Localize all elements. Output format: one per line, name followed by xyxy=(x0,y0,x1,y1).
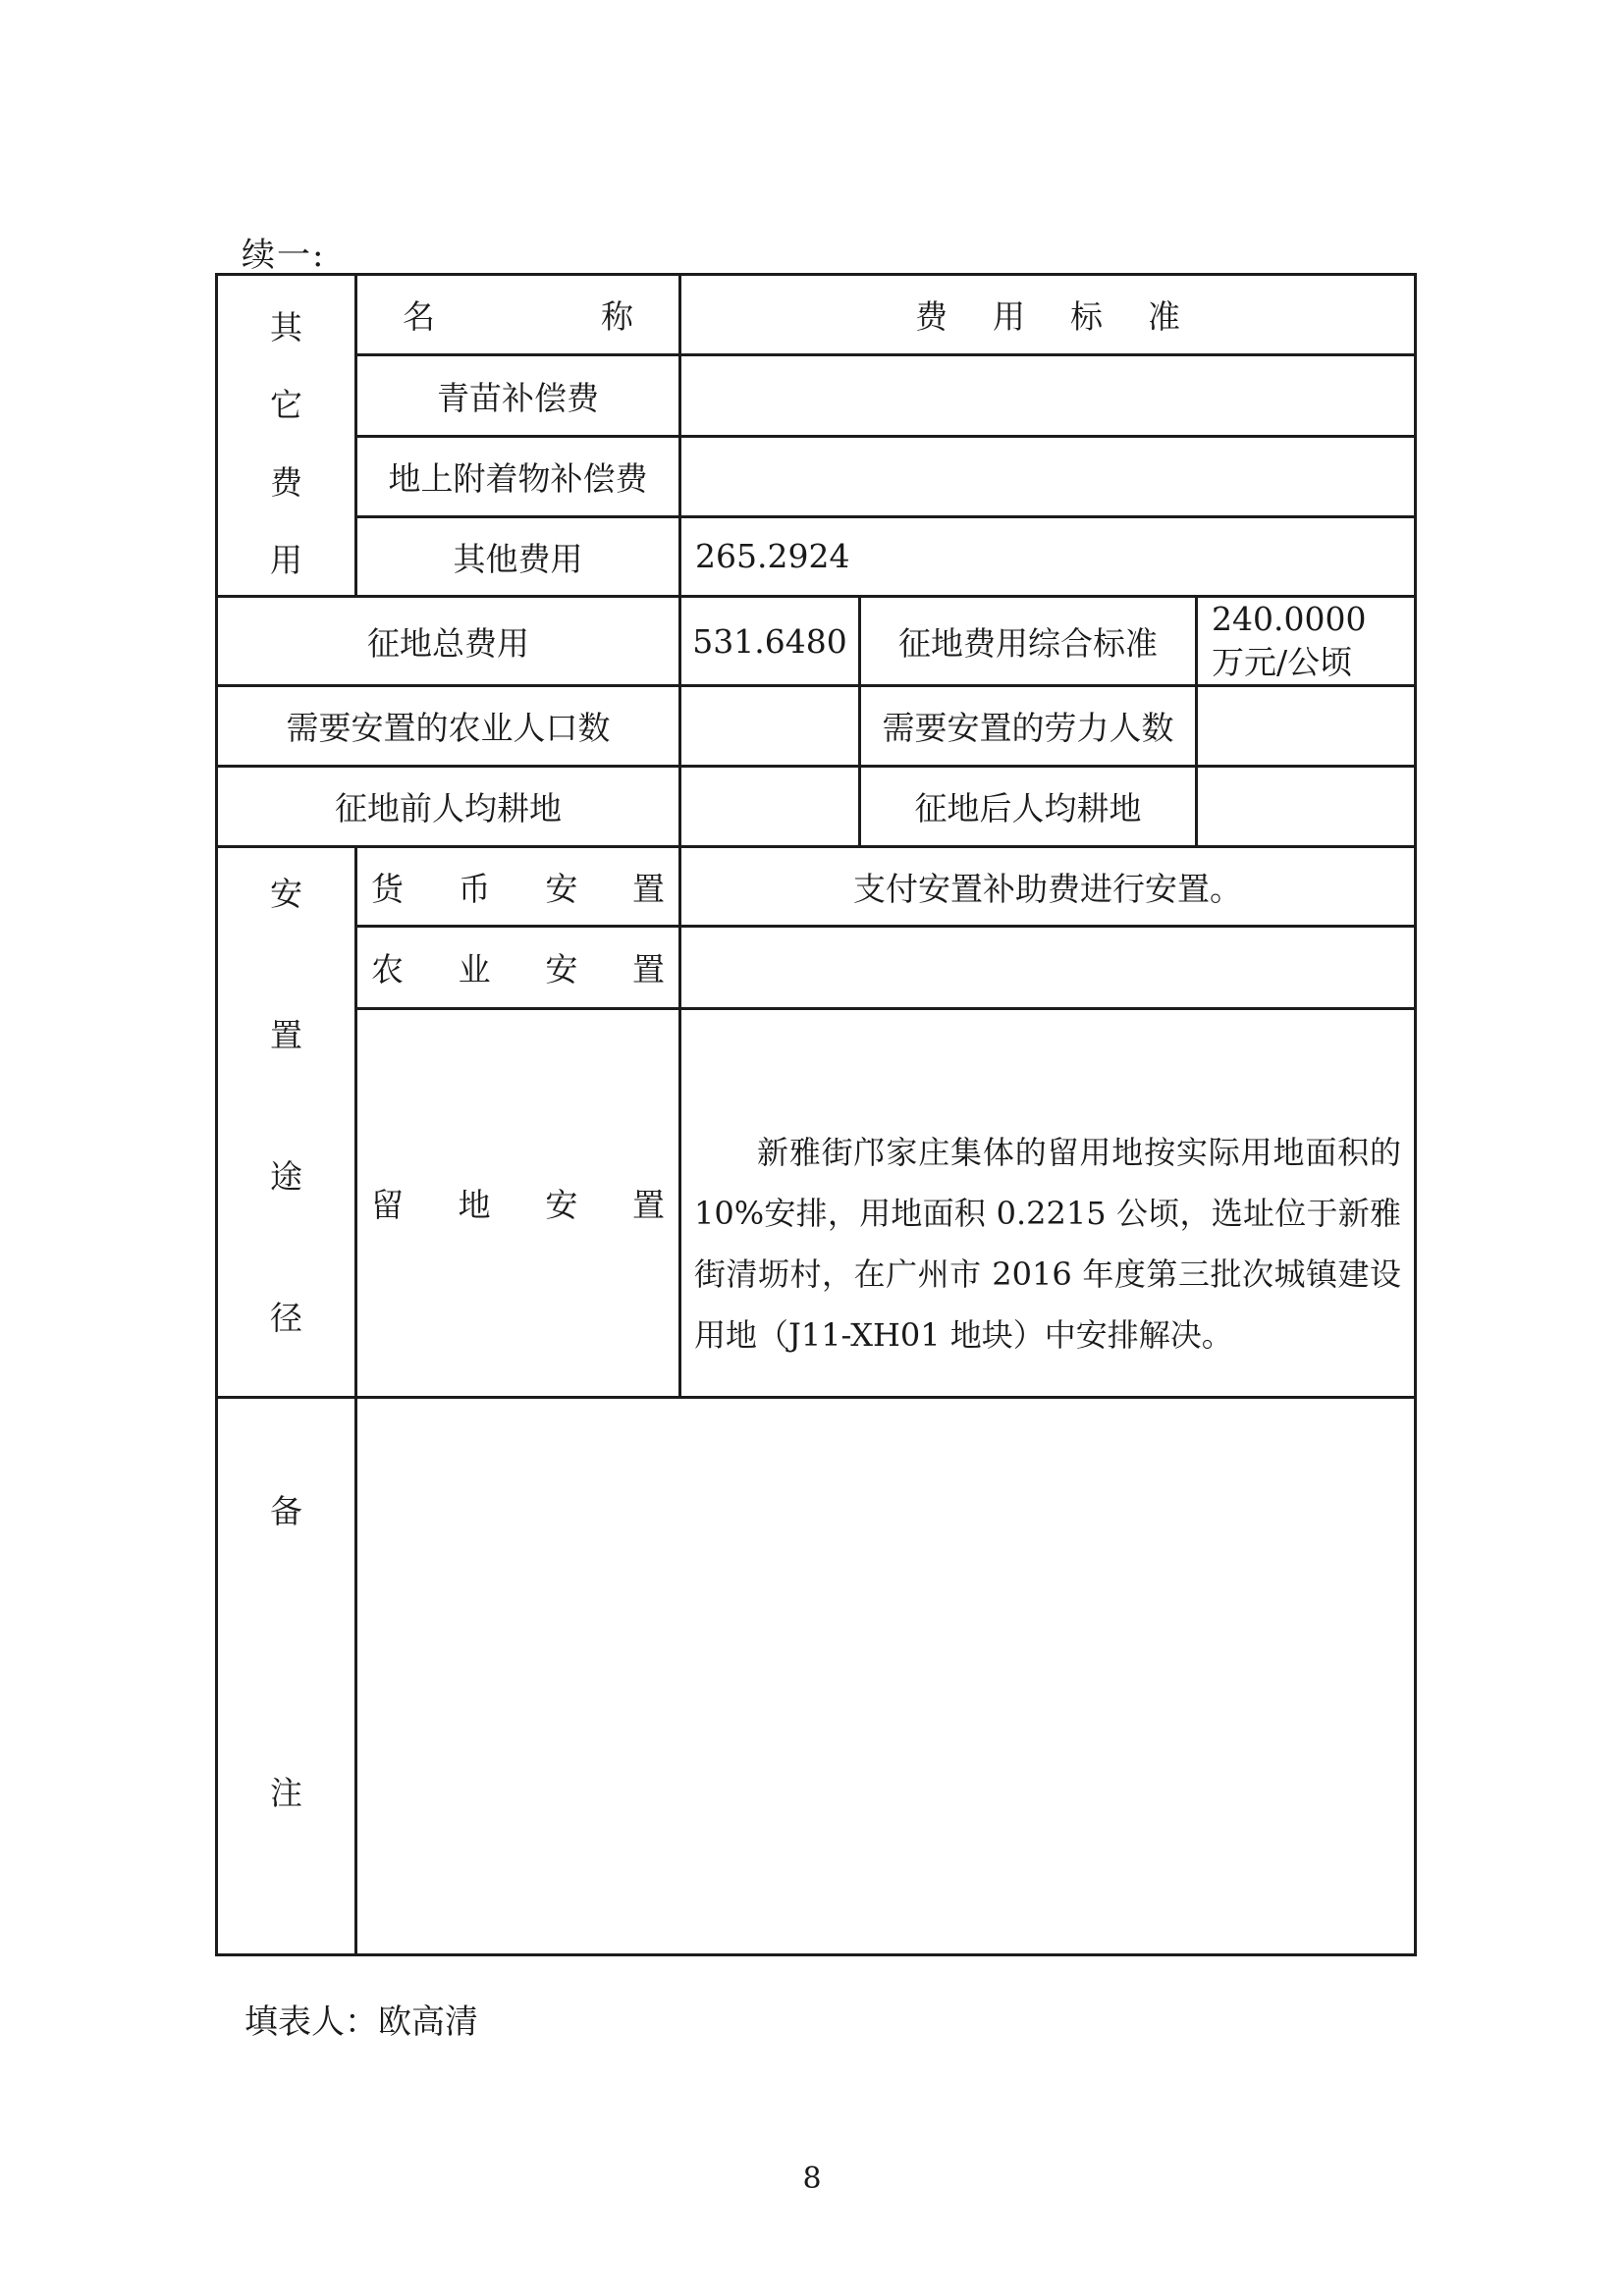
table-row xyxy=(217,275,1416,355)
fee-name-header: 名称 xyxy=(403,297,633,336)
agri-population-label: 需要安置的农业人口数 xyxy=(286,709,611,747)
labor-count-label-cell xyxy=(860,686,1197,767)
agri-population-label-cell xyxy=(217,686,680,767)
remark-value-cell xyxy=(356,1398,1416,1955)
table-row xyxy=(217,597,1416,686)
seedling-compensation-label: 青苗补偿费 xyxy=(437,378,599,417)
ground-attachments-value-cell xyxy=(680,437,1416,517)
table-row xyxy=(217,1398,1416,1955)
misc-fees-label: 其他费用 xyxy=(453,539,583,578)
remark-label: 备 注 xyxy=(270,1491,302,1812)
reserved-land-resettlement-value-cell xyxy=(680,1009,1416,1398)
seedling-compensation-label-cell xyxy=(356,355,680,437)
agri-population-value-cell xyxy=(680,686,860,767)
per-capita-after-label: 征地后人均耕地 xyxy=(914,789,1142,828)
preparer-label: 填表人： xyxy=(244,2002,378,2042)
monetary-resettlement-value: 支付安置补助费进行安置。 xyxy=(853,869,1243,908)
table-row xyxy=(217,847,1416,927)
per-capita-before-label: 征地前人均耕地 xyxy=(335,789,562,828)
monetary-resettlement-label-cell xyxy=(356,847,680,927)
ground-attachments-label: 地上附着物补偿费 xyxy=(388,459,648,498)
remark-label-cell xyxy=(217,1398,356,1955)
agricultural-resettlement-label-cell xyxy=(356,927,680,1009)
per-capita-before-value-cell xyxy=(680,767,860,847)
reserved-land-resettlement-label: 留地安置 xyxy=(371,1186,665,1224)
per-capita-after-value-cell xyxy=(1197,767,1416,847)
table-row xyxy=(217,517,1416,597)
agricultural-resettlement-value-cell xyxy=(680,927,1416,1009)
per-capita-after-label-cell xyxy=(860,767,1197,847)
total-fee-value: 531.6480 xyxy=(692,621,847,661)
agricultural-resettlement-label: 农业安置 xyxy=(371,950,665,988)
table-row xyxy=(217,767,1416,847)
table-row xyxy=(217,355,1416,437)
preparer-line xyxy=(244,1995,478,2043)
table-row xyxy=(217,1009,1416,1398)
reserved-land-resettlement-label-cell xyxy=(356,1009,680,1398)
misc-fees-value-cell xyxy=(680,517,1416,597)
resettlement-group-label: 安 置 途 径 xyxy=(270,874,302,1337)
labor-count-label: 需要安置的劳力人数 xyxy=(882,709,1174,747)
comprehensive-standard-label-cell xyxy=(860,597,1197,686)
total-fee-value-cell xyxy=(680,597,860,686)
per-capita-before-label-cell xyxy=(217,767,680,847)
total-fee-label-cell xyxy=(217,597,680,686)
monetary-resettlement-label: 货币安置 xyxy=(371,869,665,908)
continuation-label: 续一: xyxy=(242,236,326,275)
comprehensive-standard-value-cell xyxy=(1197,597,1416,686)
total-fee-label: 征地总费用 xyxy=(367,623,529,663)
table-row xyxy=(217,437,1416,517)
other-fees-group-label: 其 它 费 用 xyxy=(270,307,302,579)
reserved-land-resettlement-value: 新雅街邝家庄集体的留用地按实际用地面积的 10%安排，用地面积 0.2215 公顷，选址位于新雅街清坜村，在广州市 2016 年度第三批次城镇建设用地（J11-XH01 地块）中安排解决。 xyxy=(694,1134,1402,1354)
fee-standard-header: 费用标准 xyxy=(915,297,1181,336)
resettlement-group-cell xyxy=(217,847,356,1398)
other-fees-group-cell xyxy=(217,275,356,597)
comprehensive-standard-value: 240.0000 万元/公顷 xyxy=(1212,600,1367,681)
table-row xyxy=(217,927,1416,1009)
ground-attachments-label-cell xyxy=(356,437,680,517)
misc-fees-value: 265.2924 xyxy=(695,537,850,575)
fee-standard-header-cell xyxy=(680,275,1416,355)
land-acquisition-fee-table xyxy=(215,273,1417,1956)
table-row xyxy=(217,686,1416,767)
preparer-name: 欧高清 xyxy=(378,2002,478,2042)
misc-fees-label-cell xyxy=(356,517,680,597)
labor-count-value-cell xyxy=(1197,686,1416,767)
monetary-resettlement-value-cell xyxy=(680,847,1416,927)
fee-name-header-cell xyxy=(356,275,680,355)
comprehensive-standard-label: 征地费用综合标准 xyxy=(898,623,1158,663)
seedling-compensation-value-cell xyxy=(680,355,1416,437)
page-number: 8 xyxy=(802,2162,822,2196)
